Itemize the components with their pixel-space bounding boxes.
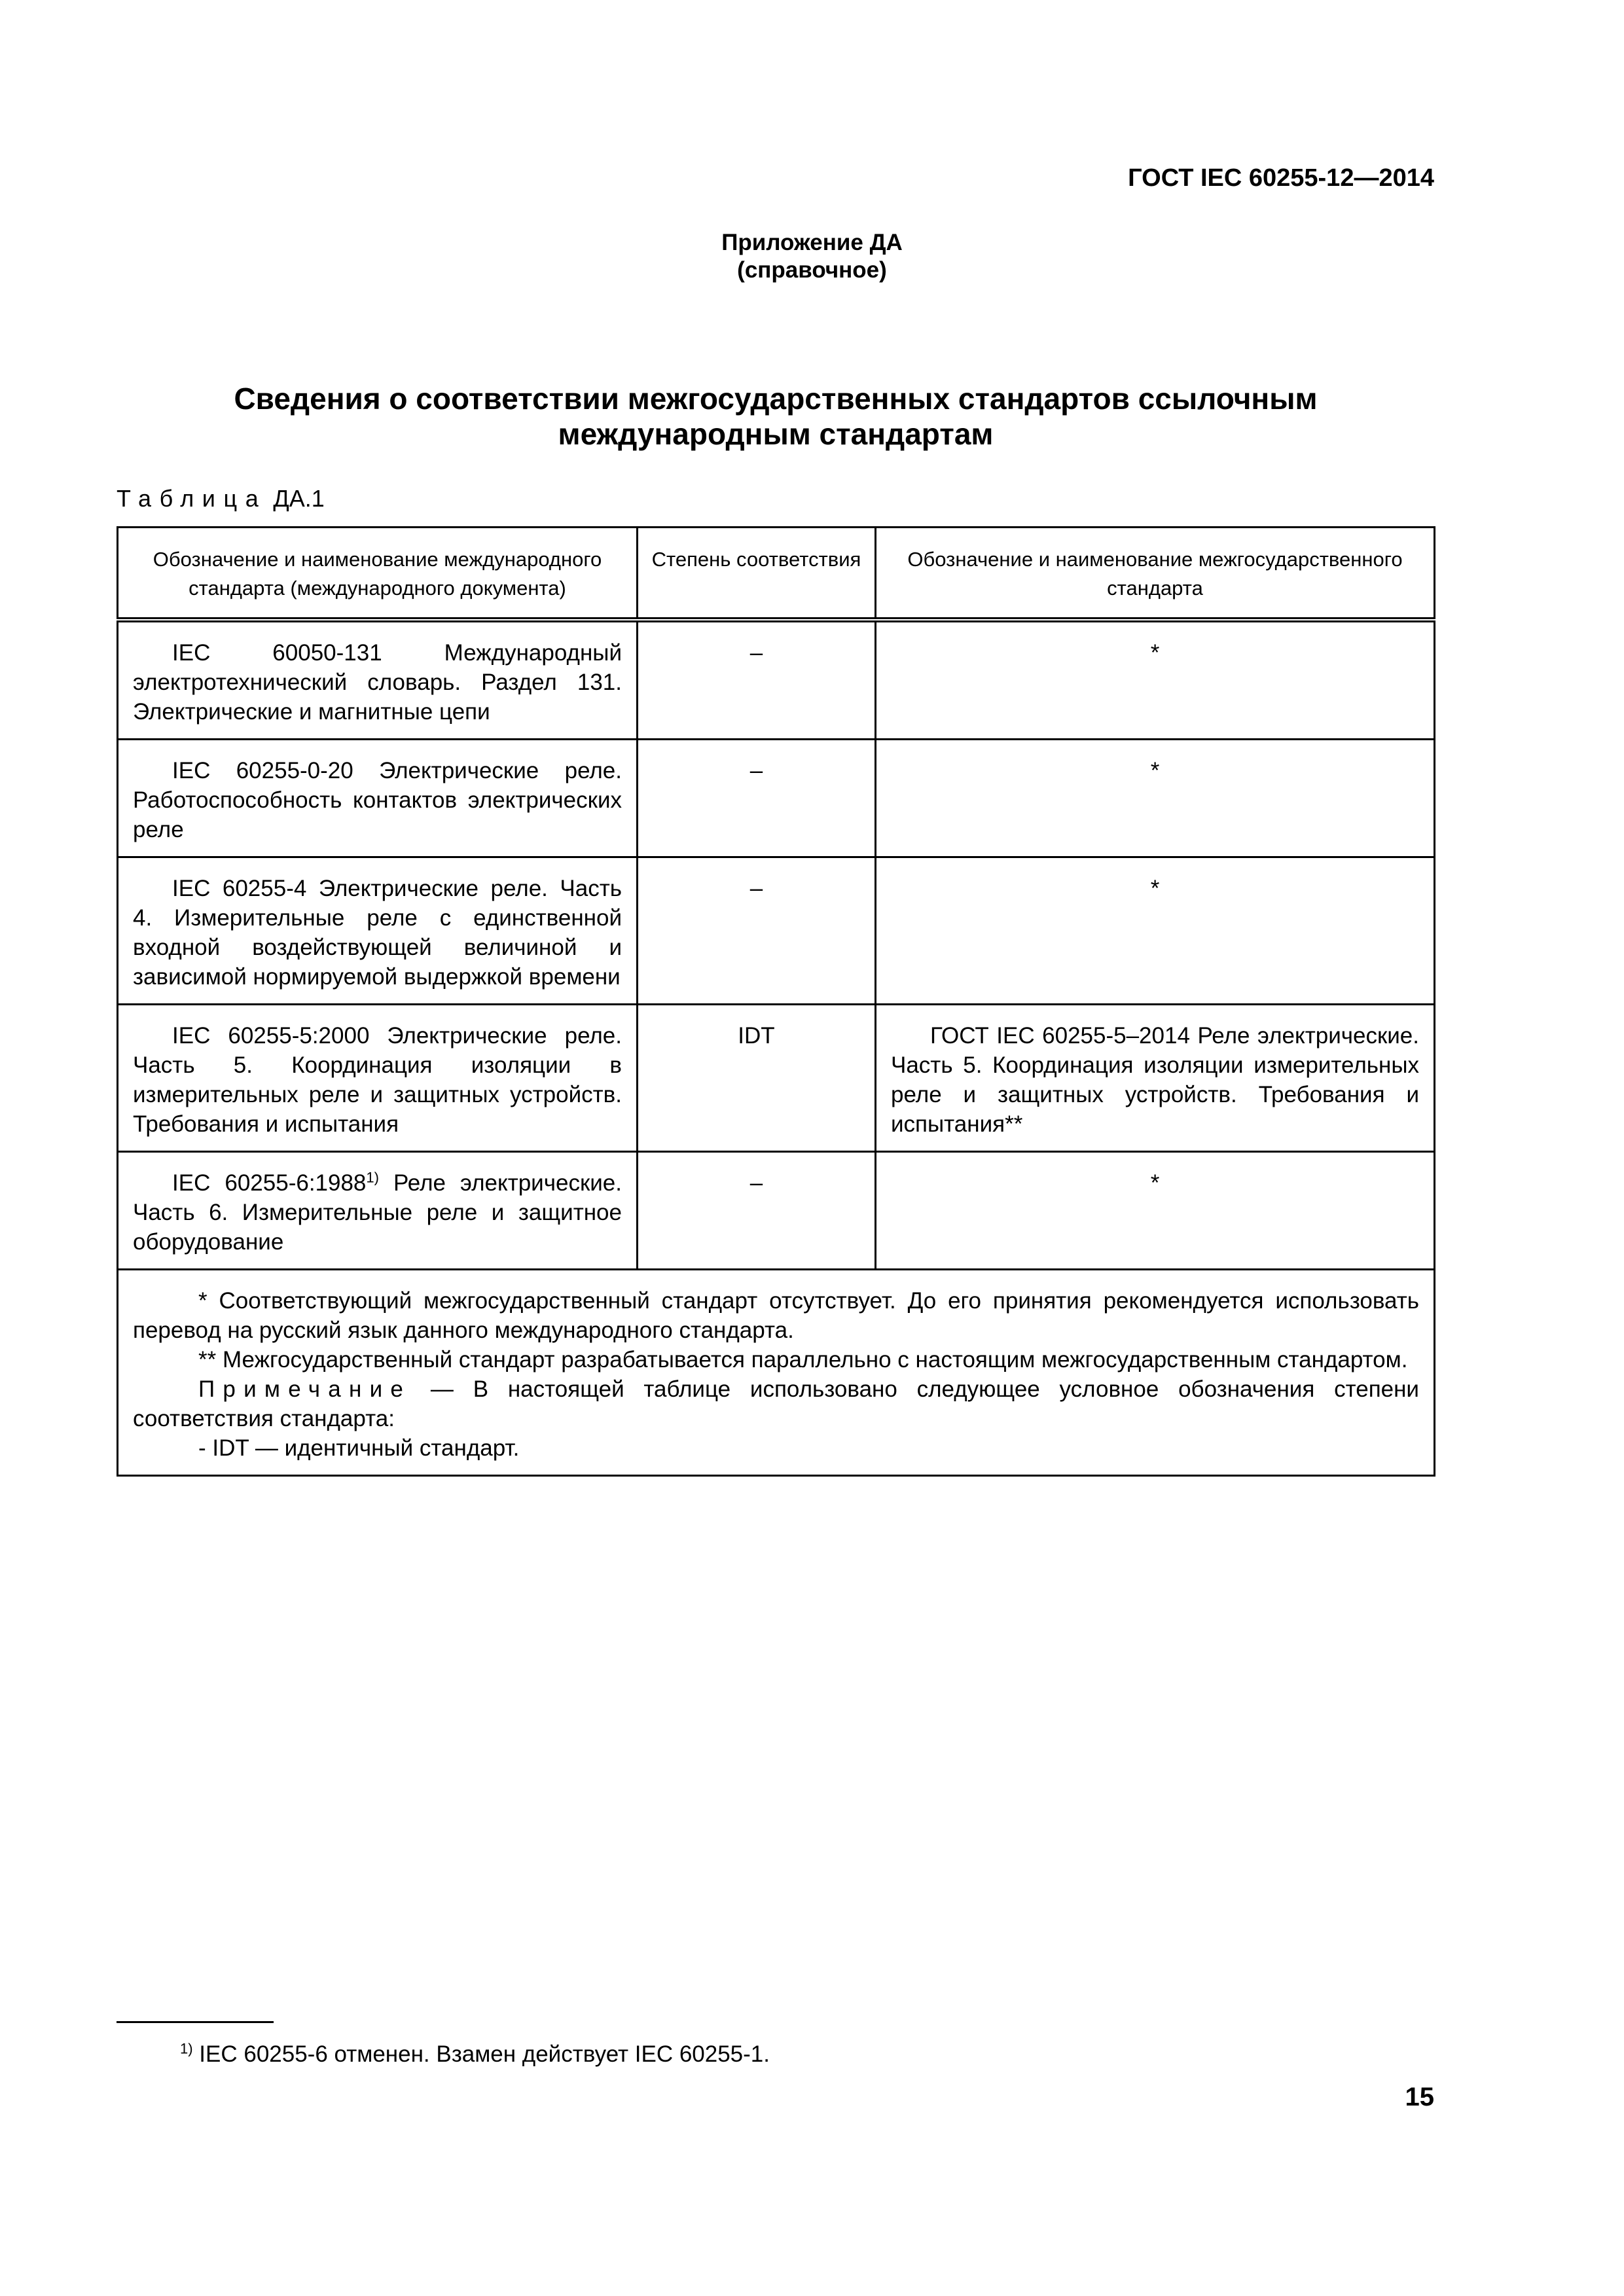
header-interstate-standard: Обозначение и наименование межгосударственного стандарта [876, 528, 1435, 620]
header-intl-standard: Обозначение и наименование международного стандарта (международного документа) [118, 528, 638, 620]
appendix-subtitle: (справочное) [737, 257, 887, 283]
note-single-star: * Соответствующий межгосударственный стандарт отсутствует. До его принятия рекомендуется использовать перевод на русский язык данного международного стандарта. [133, 1288, 1419, 1343]
table-label-number: ДА.1 [273, 485, 325, 512]
intl-standard-cell: IEC 60255-0-20 Электрические реле. Работоспособность контактов электрических реле [118, 740, 638, 857]
intl-standard-cell: IEC 60255-4 Электрические реле. Часть 4. Измерительные реле с единственной входной воздействующей величиной и зависимой нормируемой выдержкой времени [118, 857, 638, 1005]
table-row [118, 620, 1435, 740]
intl-standard-code: IEC 60255-6:1988 [172, 1170, 367, 1196]
footnote-divider [117, 2021, 274, 2023]
table-label-word: Таблица [117, 485, 267, 512]
interstate-standard-cell: * [876, 857, 1435, 1005]
footnote [180, 2041, 770, 2068]
remark [133, 1374, 1419, 1433]
table-row [118, 1005, 1435, 1152]
table-header-row [118, 528, 1435, 620]
footnote-ref: 1) [366, 1169, 379, 1186]
table-row [118, 1152, 1435, 1270]
intl-standard-title: Реле электрические. Часть 6. Измерительные реле и защитное оборудование [133, 1170, 622, 1255]
intl-standard-cell: IEC 60050-131 Международный электротехнический словарь. Раздел 131. Электрические и магнитные цепи [118, 620, 638, 740]
table-row [118, 857, 1435, 1005]
footnote-text: IEC 60255-6 отменен. Взамен действует IEC 60255-1. [192, 2041, 770, 2067]
table-label [117, 484, 325, 512]
appendix-heading [0, 229, 1624, 284]
page-title [118, 381, 1434, 452]
page-title-line-1: Сведения о соответствии межгосударственных стандартов ссылочным [234, 382, 1318, 416]
degree-cell: – [638, 740, 876, 857]
header-degree: Степень соответствия [638, 528, 876, 620]
remark-label: Примечание [198, 1376, 412, 1402]
interstate-standard-cell: ГОСТ IEC 60255-5–2014 Реле электрические. Часть 5. Координация изоляции измерительных реле и защитных устройств. Требования и испытания** [876, 1005, 1435, 1152]
degree-cell: – [638, 620, 876, 740]
intl-standard-cell [118, 1152, 638, 1270]
interstate-standard-cell: * [876, 740, 1435, 857]
interstate-standard-cell: * [876, 620, 1435, 740]
note-double-star: ** Межгосударственный стандарт разрабатывается параллельно с настоящим межгосударственным стандартом. [198, 1347, 1408, 1372]
document-code: ГОСТ IEC 60255-12—2014 [1128, 164, 1434, 192]
table-notes [118, 1270, 1435, 1476]
degree-cell: IDT [638, 1005, 876, 1152]
remark-item: - IDT — идентичный стандарт. [198, 1435, 520, 1461]
page-number: 15 [1405, 2083, 1434, 2111]
table-notes-row [118, 1270, 1435, 1476]
degree-cell: – [638, 1152, 876, 1270]
table-row [118, 740, 1435, 857]
interstate-standard-cell: * [876, 1152, 1435, 1270]
correspondence-table [117, 526, 1435, 1477]
page-title-line-2: международным стандартам [558, 417, 994, 452]
degree-cell: – [638, 857, 876, 1005]
footnote-marker: 1) [180, 2040, 193, 2057]
appendix-title: Приложение ДА [721, 230, 903, 255]
remark-text: — В настоящей таблице использовано следующее условное обозначения степени соответствия стандарта: [133, 1376, 1419, 1431]
intl-standard-cell: IEC 60255-5:2000 Электрические реле. Часть 5. Координация изоляции в измерительных реле и защитных устройств. Требования и испытания [118, 1005, 638, 1152]
